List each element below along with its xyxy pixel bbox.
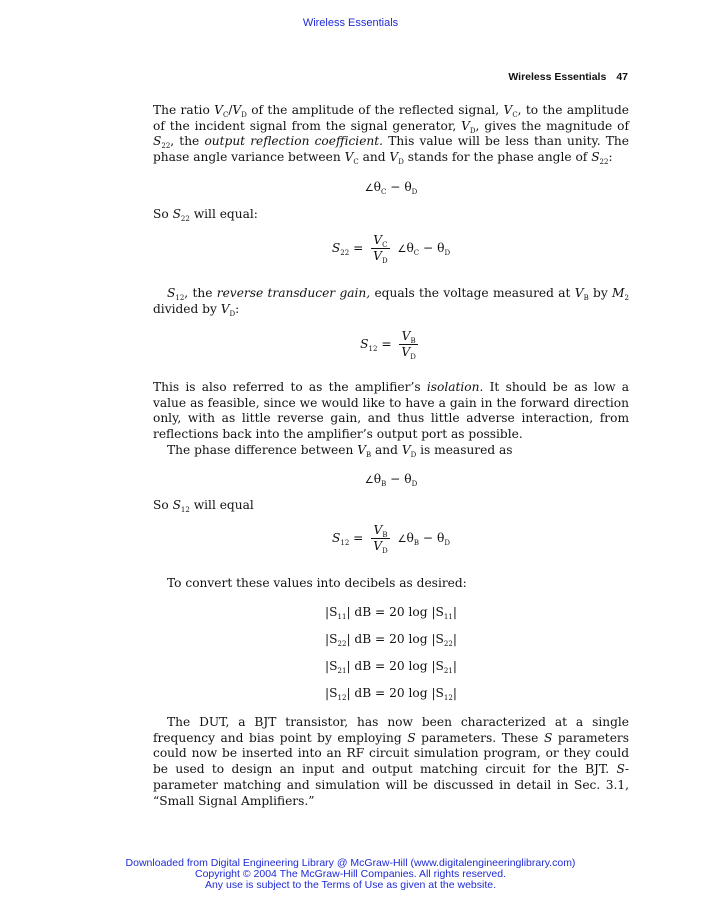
paragraph-output-reflection: The ratio $V_C/V_D$ of the amplitude of the reflected signal, $V_C$, to the amplitude of the incident signal from the signal generator, $V_D$, gives the magnitude of $S_{22}$, the output reflection coefficient. This value will be less than unity. The phase angle variance between $V_C$ and $V_D$ stands for the phase angle of $S_{22}$:: [153, 103, 630, 167]
fraction-vc-vd: $\frac{V_C}{V_D}$: [373, 233, 388, 265]
top-link[interactable]: Wireless Essentials: [302, 17, 399, 29]
paragraph-dut-summary: The DUT, a BJT transistor, has now been characterized at a single frequency and bias point by employing S parameters. These S parameters could now be inserted into an RF circuit simulation program, or they could be used to design an input and output matching circuit for the BJT. S-parameter matching and simulation will be discussed in detail in Sec. 3.1, “Small Signal Amplifiers.”: [153, 715, 629, 808]
paragraph-reverse-gain: $S_{12}$, the reverse transducer gain, equals the voltage measured at $V_B$ by $M_2$ divided by $V_D$:: [153, 286, 629, 318]
footer-download-link[interactable]: Downloaded from Digital Engineering Library @ McGraw-Hill (www.digitalengineeringlibrary.com): [125, 857, 576, 869]
page-number: 47: [616, 71, 628, 83]
db-s11: $|S_{11}|$ dB = 20 $\log |S_{11}|$: [325, 605, 457, 621]
db-s22: $|S_{22}|$ dB = 20 $\log |S_{22}|$: [325, 632, 457, 648]
phase-angle-s12: $\angle\theta_B - \theta_D$: [364, 472, 418, 488]
fraction-vb-vd: $\frac{V_B}{V_D}$: [401, 329, 416, 361]
running-head: [508, 71, 628, 83]
so-s22-line: So $S_{22}$ will equal:: [153, 207, 258, 223]
db-s12: $|S_{12}|$ dB = 20 $\log |S_{12}|$: [325, 686, 457, 702]
so-s12-line: So $S_{12}$ will equal: [153, 498, 254, 514]
footer-copyright: Copyright © 2004 The McGraw-Hill Companies. All rights reserved.: [195, 868, 506, 880]
equation-s12-phase: $S_{12}$ = $\frac{V_B}{V_D}$ $\angle\theta_B - \theta_D$: [332, 523, 450, 555]
footer-terms[interactable]: Any use is subject to the Terms of Use as given at the website.: [204, 879, 497, 891]
db-s21: $|S_{21}|$ dB = 20 $\log |S_{21}|$: [325, 659, 457, 675]
paragraph-isolation: This is also referred to as the amplifier’s isolation. It should be as low a value as feasible, since we would like to have a gain in the forward direction only, with as little reverse gain, and thus little adverse interaction, from reflections back into the amplifier’s output port as possible. The phase difference between $V_B$ and $V_D$ is measured as: [153, 380, 630, 459]
phase-angle-s22: $\angle\theta_C - \theta_D$: [364, 180, 418, 196]
fraction-vb-vd-2: $\frac{V_B}{V_D}$: [373, 523, 388, 555]
equation-s22: $S_{22}$ = $\frac{V_C}{V_D}$ $\angle\theta_C - \theta_D$: [331, 233, 451, 265]
footer: [0, 858, 701, 891]
running-head-title: Wireless Essentials: [508, 71, 607, 83]
convert-text: To convert these values into decibels as desired:: [167, 576, 467, 590]
equation-s12: $S_{12}$ = $\frac{V_B}{V_D}$: [360, 329, 416, 361]
